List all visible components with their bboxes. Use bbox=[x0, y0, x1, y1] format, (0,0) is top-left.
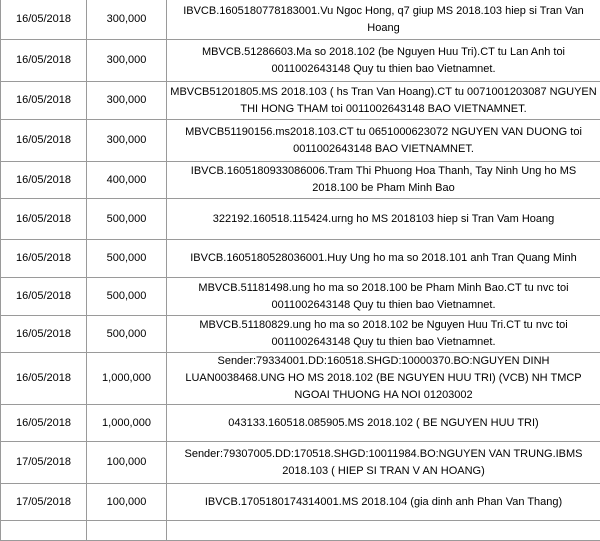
table-row bbox=[1, 405, 600, 442]
amount-cell: 1,000,000 bbox=[87, 405, 167, 442]
date-cell: 16/05/2018 bbox=[1, 278, 87, 316]
date-cell: 16/05/2018 bbox=[1, 120, 87, 162]
description-cell: Sender:79334001.DD:160518.SHGD:10000370.BO:NGUYEN DINH LUAN0038468.UNG HO MS 2018.102 (BE NGUYEN HUU TRI) (VCB) NH TMCP NGOAI THUONG HA NOI 01203002 bbox=[167, 353, 600, 405]
description-cell: 043133.160518.085905.MS 2018.102 ( BE NGUYEN HUU TRI) bbox=[167, 405, 600, 442]
date-cell: 16/05/2018 bbox=[1, 162, 87, 199]
table-row bbox=[1, 40, 600, 82]
amount-cell: 500,000 bbox=[87, 278, 167, 316]
description-cell: MBVCB.51181498.ung ho ma so 2018.100 be Pham Minh Bao.CT tu nvc toi 0011002643148 Quy tu thien bao Vietnamnet. bbox=[167, 278, 600, 316]
description-cell: IBVCB.1605180933086006.Tram Thi Phuong Hoa Thanh, Tay Ninh Ung ho MS 2018.100 be Pham Minh Bao bbox=[167, 162, 600, 199]
date-cell: 16/05/2018 bbox=[1, 353, 87, 405]
description-cell: 322192.160518.115424.urng ho MS 2018103 hiep si Tran Vam Hoang bbox=[167, 199, 600, 240]
table-row bbox=[1, 120, 600, 162]
amount-cell: 300,000 bbox=[87, 0, 167, 40]
amount-cell: 300,000 bbox=[87, 120, 167, 162]
table-row bbox=[1, 353, 600, 405]
description-cell: Sender:79307005.DD:170518.SHGD:10011984.BO:NGUYEN VAN TRUNG.IBMS 2018.103 ( HIEP SI TRAN V AN HOANG) bbox=[167, 442, 600, 484]
date-cell bbox=[1, 521, 87, 541]
description-cell: MBVCB51190156.ms2018.103.CT tu 0651000623072 NGUYEN VAN DUONG toi 0011002643148 BAO VIETNAMNET. bbox=[167, 120, 600, 162]
date-cell: 16/05/2018 bbox=[1, 316, 87, 353]
amount-cell: 1,000,000 bbox=[87, 353, 167, 405]
amount-cell: 300,000 bbox=[87, 82, 167, 120]
table-row bbox=[1, 199, 600, 240]
table-row bbox=[1, 240, 600, 278]
table-row bbox=[1, 82, 600, 120]
table-row bbox=[1, 0, 600, 40]
amount-cell bbox=[87, 521, 167, 541]
description-cell: MBVCB51201805.MS 2018.103 ( hs Tran Van Hoang).CT tu 0071001203087 NGUYEN THI HONG THAM toi 0011002643148 BAO VIETNAMNET. bbox=[167, 82, 600, 120]
description-cell: IBVCB.1605180778183001.Vu Ngoc Hong, q7 giup MS 2018.103 hiep si Tran Van Hoang bbox=[167, 0, 600, 40]
amount-cell: 500,000 bbox=[87, 316, 167, 353]
date-cell: 17/05/2018 bbox=[1, 484, 87, 521]
table-row bbox=[1, 162, 600, 199]
date-cell: 16/05/2018 bbox=[1, 40, 87, 82]
table-row bbox=[1, 316, 600, 353]
date-cell: 16/05/2018 bbox=[1, 82, 87, 120]
description-cell bbox=[167, 521, 600, 541]
table-row bbox=[1, 278, 600, 316]
date-cell: 16/05/2018 bbox=[1, 405, 87, 442]
description-cell: MBVCB.51180829.ung ho ma so 2018.102 be Nguyen Huu Tri.CT tu nvc toi 0011002643148 Quy tu thien bao Vietnamnet. bbox=[167, 316, 600, 353]
date-cell: 16/05/2018 bbox=[1, 0, 87, 40]
date-cell: 16/05/2018 bbox=[1, 199, 87, 240]
amount-cell: 500,000 bbox=[87, 199, 167, 240]
table-row bbox=[1, 442, 600, 484]
amount-cell: 500,000 bbox=[87, 240, 167, 278]
description-cell: IBVCB.1605180528036001.Huy Ung ho ma so 2018.101 anh Tran Quang Minh bbox=[167, 240, 600, 278]
amount-cell: 100,000 bbox=[87, 442, 167, 484]
date-cell: 17/05/2018 bbox=[1, 442, 87, 484]
amount-cell: 300,000 bbox=[87, 40, 167, 82]
table-row bbox=[1, 521, 600, 541]
amount-cell: 400,000 bbox=[87, 162, 167, 199]
description-cell: MBVCB.51286603.Ma so 2018.102 (be Nguyen Huu Tri).CT tu Lan Anh toi 0011002643148 Quy tu thien bao Vietnamnet. bbox=[167, 40, 600, 82]
amount-cell: 100,000 bbox=[87, 484, 167, 521]
date-cell: 16/05/2018 bbox=[1, 240, 87, 278]
description-cell: IBVCB.1705180174314001.MS 2018.104 (gia dinh anh Phan Van Thang) bbox=[167, 484, 600, 521]
